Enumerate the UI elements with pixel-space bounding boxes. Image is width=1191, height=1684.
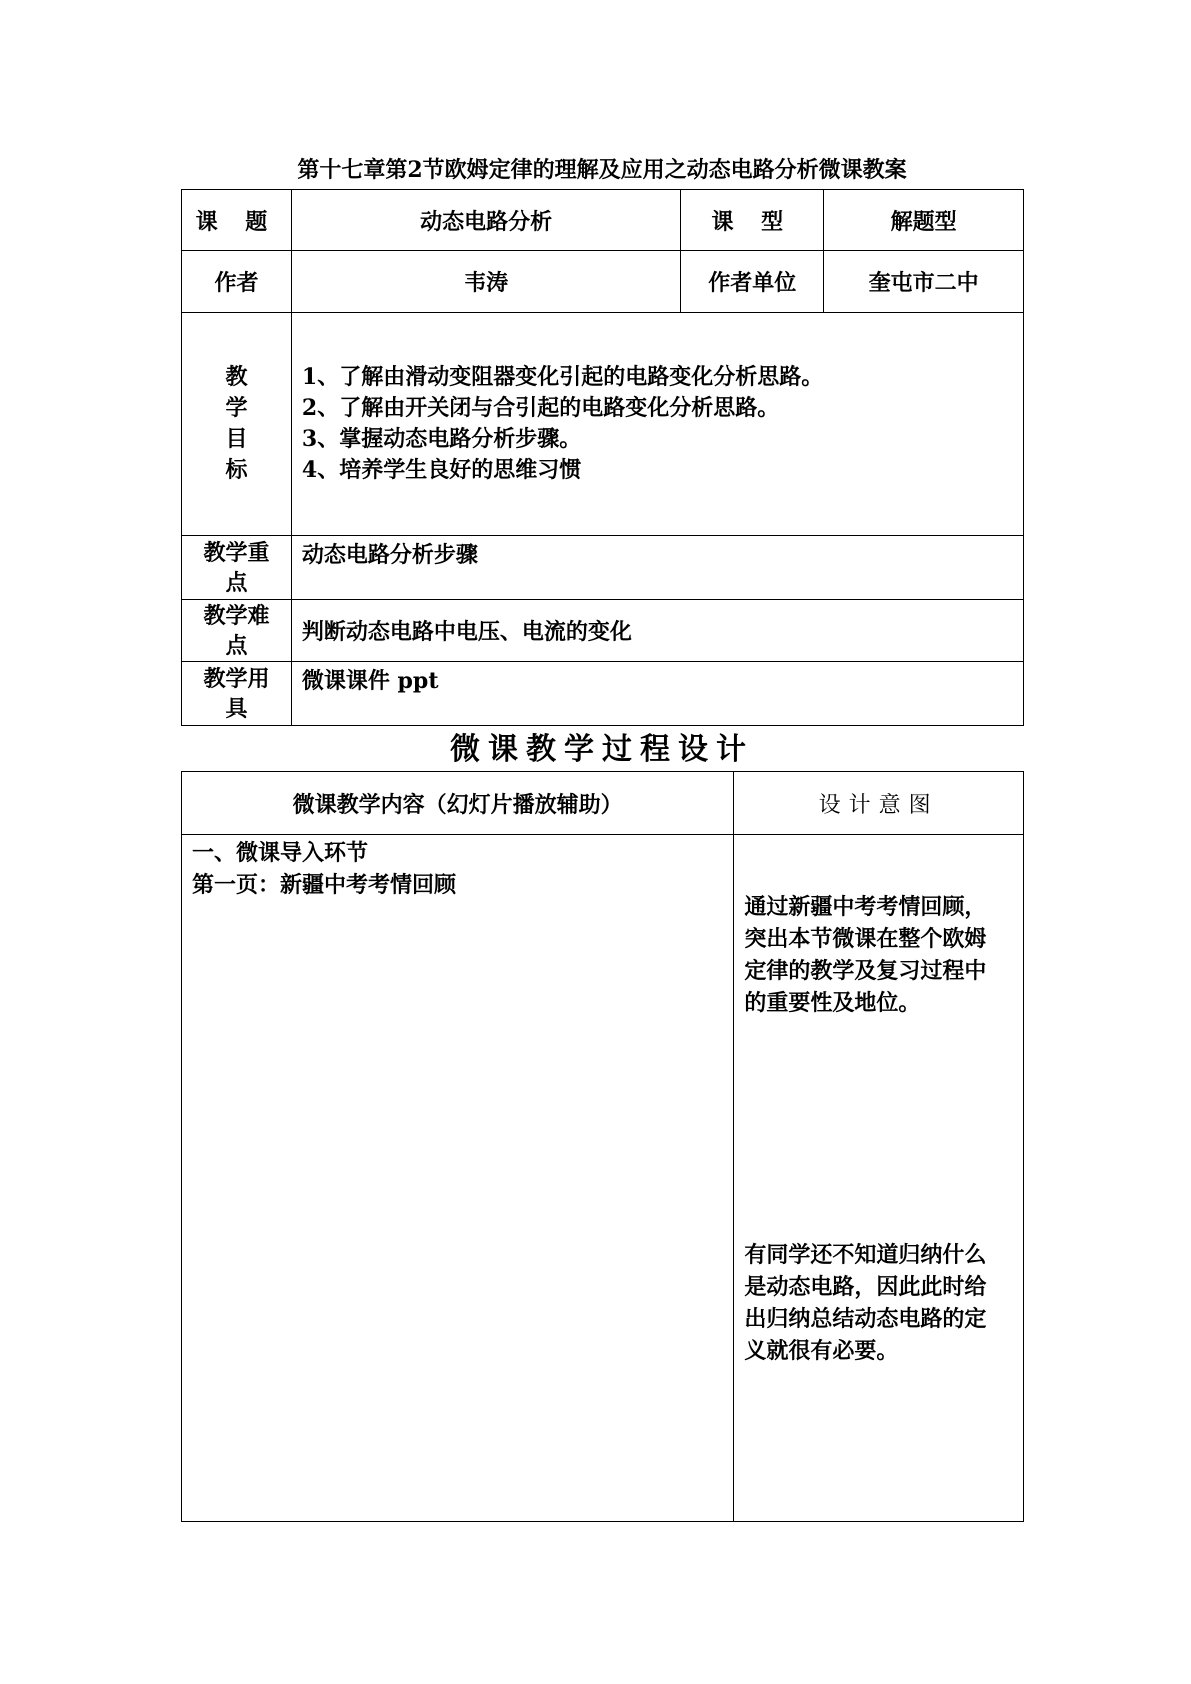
goals-list xyxy=(291,313,1023,536)
tools-label-line: 具 xyxy=(225,695,248,722)
tools-row xyxy=(182,662,1024,726)
document-title: 第十七章第2节欧姆定律的理解及应用之动态电路分析微课教案 xyxy=(297,157,907,183)
key-point-label-line: 教学重 xyxy=(203,539,270,566)
goals-label xyxy=(182,313,292,536)
tools-label-line: 教学用 xyxy=(203,665,270,692)
tools-value: 微课课件 ppt xyxy=(291,662,1023,726)
key-point-label-line: 点 xyxy=(225,569,248,596)
goals-label-char: 目 xyxy=(225,426,248,452)
unit-value: 奎屯市二中 xyxy=(824,251,1024,313)
process-intent xyxy=(734,835,1024,1522)
key-point-label xyxy=(182,536,292,600)
process-header-intent: 设计意图 xyxy=(734,772,1024,835)
difficulty-row xyxy=(182,600,1024,662)
goal-item: 4、培养学生良好的思维习惯 xyxy=(301,457,582,483)
tools-label xyxy=(182,662,292,726)
key-point-row xyxy=(182,536,1024,600)
goal-item: 1、了解由滑动变阻器变化引起的电路变化分析思路。 xyxy=(301,364,824,390)
key-point-value: 动态电路分析步骤 xyxy=(291,536,1023,600)
goals-label-char: 标 xyxy=(225,457,248,483)
author-label: 作者 xyxy=(182,251,292,313)
goals-label-char: 学 xyxy=(225,395,248,421)
section-title: 微课教学过程设计 xyxy=(450,732,754,767)
difficulty-value: 判断动态电路中电压、电流的变化 xyxy=(291,600,1023,662)
process-header-content: 微课教学内容（幻灯片播放辅助） xyxy=(182,772,734,835)
topic-label: 课 题 xyxy=(182,190,292,251)
lesson-info-table xyxy=(181,189,1024,726)
goals-row xyxy=(182,313,1024,536)
intent-note: 有同学还不知道归纳什么是动态电路，因此此时给出归纳总结动态电路的定义就很有必要。 xyxy=(744,1242,987,1364)
process-content xyxy=(182,835,734,1522)
difficulty-label-line: 教学难 xyxy=(203,602,270,629)
type-value: 解题型 xyxy=(824,190,1024,251)
goals-label-char: 教 xyxy=(225,364,248,390)
intent-note: 通过新疆中考考情回顾，突出本节微课在整个欧姆定律的教学及复习过程中的重要性及地位。 xyxy=(744,894,987,1016)
process-table xyxy=(181,771,1024,1522)
type-label: 课 型 xyxy=(681,190,824,251)
author-row xyxy=(182,251,1024,313)
author-value: 韦涛 xyxy=(291,251,680,313)
unit-label: 作者单位 xyxy=(681,251,824,313)
process-header-row xyxy=(182,772,1024,835)
content-line: 第一页：新疆中考考情回顾 xyxy=(192,872,457,898)
goal-item: 2、了解由开关闭与合引起的电路变化分析思路。 xyxy=(301,395,780,421)
difficulty-label xyxy=(182,600,292,662)
topic-value: 动态电路分析 xyxy=(291,190,680,251)
process-content-row xyxy=(182,835,1024,1522)
topic-row xyxy=(182,190,1024,251)
goal-item: 3、掌握动态电路分析步骤。 xyxy=(301,426,582,452)
content-line: 一、微课导入环节 xyxy=(192,840,369,866)
difficulty-label-line: 点 xyxy=(225,632,248,659)
